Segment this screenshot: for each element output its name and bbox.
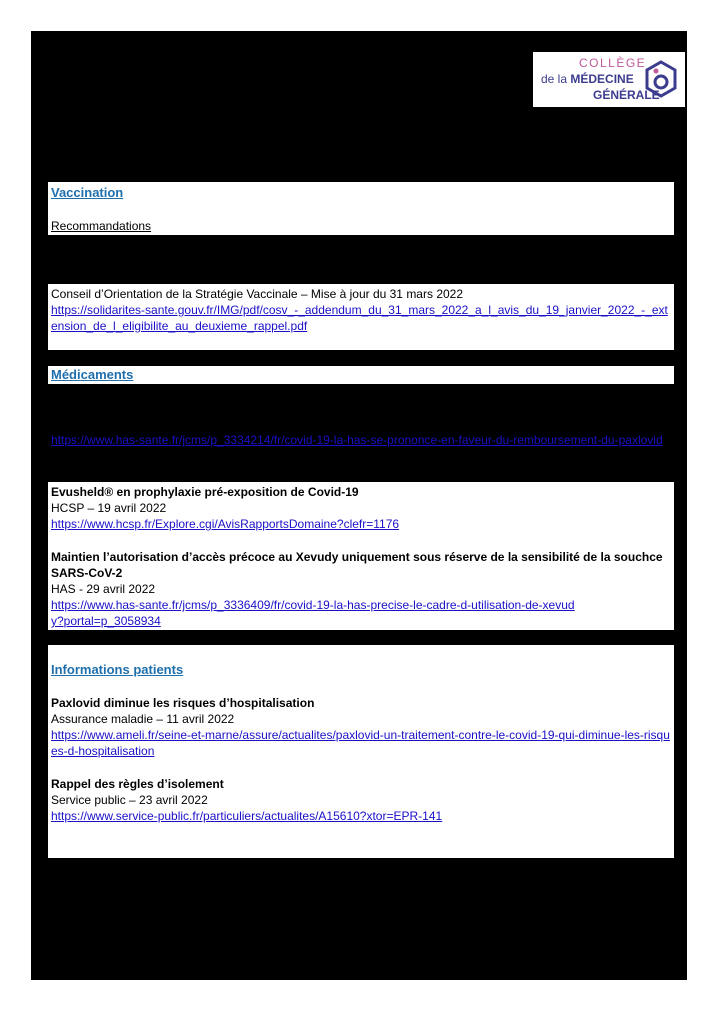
patients-section xyxy=(48,645,674,858)
evusheld-source: HCSP – 19 avril 2022 xyxy=(51,501,167,515)
patient-item-title: Paxlovid diminue les risques d’hospitalisation xyxy=(51,696,315,710)
logo-line-2: de la MÉDECINE xyxy=(541,72,634,86)
xevudy-source: HAS - 29 avril 2022 xyxy=(51,582,156,596)
paxlovid-remboursement-link[interactable]: https://www.has-sante.fr/jcms/p_3334214/fr/covid-19-la-has-se-prononce-en-faveur-du-remboursement-du-paxlovid xyxy=(51,433,663,447)
xevudy-link[interactable]: https://www.has-sante.fr/jcms/p_3336409/fr/covid-19-la-has-precise-le-cadre-d-utilisation-de-xevudy?portal=p_3058934 xyxy=(51,598,575,628)
vaccination-section xyxy=(48,182,674,235)
evusheld-link[interactable]: https://www.hcsp.fr/Explore.cgi/AvisRapportsDomaine?clefr=1176 xyxy=(51,517,400,531)
patient-item-link[interactable]: https://www.service-public.fr/particuliers/actualites/A15610?xtor=EPR-141 xyxy=(51,809,443,823)
vaccination-title: Vaccination xyxy=(51,185,124,200)
cosv-text: Conseil d’Orientation de la Stratégie Vaccinale – Mise à jour du 31 mars 2022 xyxy=(51,287,464,301)
patient-item-source: Assurance maladie – 11 avril 2022 xyxy=(51,712,235,726)
hexagon-logo-icon xyxy=(643,59,679,99)
logo-line-3: GÉNÉRALE xyxy=(593,88,660,102)
patients-title: Informations patients xyxy=(51,662,184,677)
logo-line-1: COLLÈGE xyxy=(579,56,647,70)
college-medecine-generale-logo xyxy=(533,52,685,107)
medicaments-section xyxy=(48,366,674,384)
patient-item-link[interactable]: https://www.ameli.fr/seine-et-marne/assure/actualites/paxlovid-un-traitement-contre-le-covid-19-qui-diminue-les-risques-d-hospitalisation xyxy=(51,728,670,758)
patient-item-source: Service public – 23 avril 2022 xyxy=(51,793,208,807)
xevudy-title: Maintien l’autorisation d’accès précoce au Xevudy uniquement sous réserve de la sensibilité de la souchce SARS-CoV-2 xyxy=(51,550,663,580)
patient-item-title: Rappel des règles d’isolement xyxy=(51,777,224,791)
medicaments-title: Médicaments xyxy=(51,367,134,382)
recommandations-label: Recommandations xyxy=(51,219,152,233)
cosv-link[interactable]: https://solidarites-sante.gouv.fr/IMG/pdf/cosv_-_addendum_du_31_mars_2022_a_l_avis_du_19_janvier_2022_-_extension_de_l_eligibilite_au_deuxieme_rappel.pdf xyxy=(51,303,668,333)
medicaments-block xyxy=(48,482,674,630)
cosv-block xyxy=(48,284,674,350)
evusheld-title: Evusheld® en prophylaxie pré-exposition de Covid-19 xyxy=(51,485,359,499)
